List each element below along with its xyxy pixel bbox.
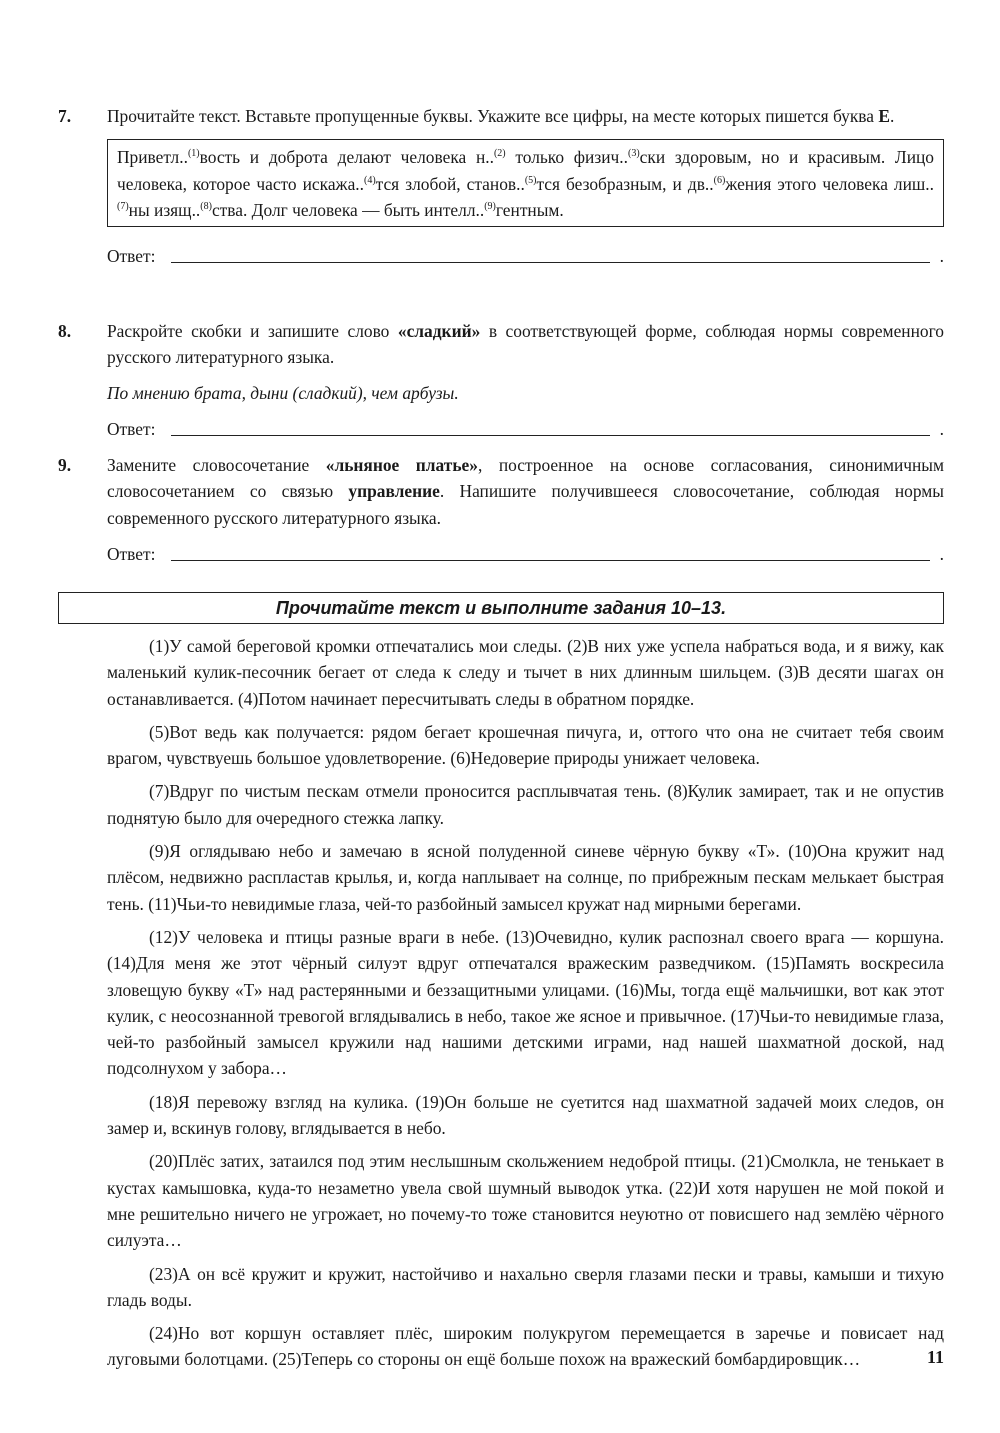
answer-row: Ответ: . — [107, 243, 944, 269]
paragraph: (23)А он всё кружит и кружит, настойчиво и нахально сверля глазами пески и травы, камыши и тихую гладь воды. — [107, 1263, 944, 1310]
paragraph: (20)Плёс затих, затаился под этим неслышным скольжением недоброй птицы. (21)Смолкла, не тенькает в кустах камышовка, куда-то незаметно увела свой шумный выводок утка. (22)И хотя нарушен не мой покой и мне решительно ничего не угрожает, но почему-то тоже становится неуютно от повисшего над землёю чёрного силуэта… — [107, 1151, 944, 1251]
page-number: 11 — [926, 1347, 944, 1367]
answer-line[interactable] — [171, 262, 930, 263]
answer-label: Ответ: — [107, 418, 156, 439]
keyword: «льняное платье» — [325, 455, 478, 475]
keyword-2: управление — [348, 481, 440, 502]
task-7 — [58, 103, 944, 269]
example-sentence: По мнению брата, дыни (сладкий), чем арбузы. — [107, 382, 459, 403]
paragraph: (7)Вдруг по чистым пескам отмели проносится расплывчатая тень. (8)Кулик замирает, так и не опустив поднятую было для очередного стежка лапку. — [107, 781, 944, 828]
task-7-text-box: Приветл..$^{(1)}$вость и доброта делают человека н..$^{(2)}$ только физич..$^{(3)}$ски здоровым, но и красивым. Лицо человека, которое часто искажа..$^{(4)}$тся злобой, станов..$^{(5)}$тся безобразным, и дв..$^{(6)}$жения этого человека лиш..$^{(7)}$ны изящ..$^{(8)}$ства. Долг человека — быть интелл..$^{(9)}$гентным. — [107, 139, 944, 227]
answer-label: Ответ: — [107, 246, 156, 267]
task-number: 8. — [58, 321, 72, 341]
task-number: 9. — [58, 455, 72, 475]
reading-text — [107, 633, 944, 1380]
answer-line[interactable] — [171, 435, 930, 436]
answer-row: Ответ: . — [107, 541, 944, 567]
task-8 — [58, 318, 944, 442]
task-9 — [58, 452, 944, 567]
task-instruction: Замените словосочетание «льняное платье», построенное на основе согласования, синонимичным словосочетанием со связью управление. Напишите получившееся словосочетание, соблюдая нормы современного русского литературного языка. — [107, 455, 944, 528]
paragraph: (12)У человека и птицы разные враги в небе. (13)Очевидно, кулик распознал своего врага — коршуна. (14)Для меня же этот чёрный силуэт вдруг отпечатался вражеским разведчиком. (15)Память воскресила зловещую букву «Т» над растерянными и беззащитными улицами. (16)Мы, тогда ещё мальчишки, вот как этот кулик, с неосознанной тревогой вглядывались в небо, такое же ясное и привычное. (17)Чьи-то невидимые глаза, чей-то разбойный замысел кружили над нашими детскими играми, над нашей шахматной доской, над подсолнухом у забора… — [107, 926, 944, 1079]
paragraph: (9)Я оглядываю небо и замечаю в ясной полуденной синеве чёрную букву «Т». (10)Она кружит над плёсом, недвижно распластав крылья, и, когда наплывает на солнце, по прибрежным пескам мелькает быстрая тень. (11)Чьи-то невидимые глаза, чей-то разбойный замысел кружат над мирными берегами. — [107, 841, 944, 914]
answer-label: Ответ: — [107, 543, 156, 564]
paragraph: (1)У самой береговой кромки отпечатались мои следы. (2)В них уже успела набраться вода, и я вижу, как маленький кулик-песочник бегает от следа к следу и тычет в них длинным шильцем. (3)В десяти шагах он останавливается. (4)Потом начинает пересчитывать следы в обратном порядке. — [107, 636, 944, 709]
keyword: «сладкий» — [397, 321, 481, 341]
task-instruction: Раскройте скобки и запишите слово «сладкий» в соответствующей форме, соблюдая нормы современного русского литературного языка. По мнению брата, дыни (сладкий), чем арбузы. — [107, 318, 944, 406]
target-letter: Е — [878, 106, 890, 126]
answer-line[interactable] — [171, 560, 930, 561]
section-header: Прочитайте текст и выполните задания 10–13. — [58, 592, 944, 624]
paragraph: (24)Но вот коршун оставляет плёс, широким полукругом перемещается в заречье и повисает над луговыми болотцами. (25)Теперь со стороны он ещё больше похож на вражеский бомбардировщик… — [107, 1323, 944, 1370]
task-number: 7. — [58, 106, 72, 126]
paragraph: (5)Вот ведь как получается: рядом бегает крошечная пичуга, и, оттого что она не считает тебя своим врагом, чувствуешь большое удовлетворение. (6)Недоверие природы унижает человека. — [107, 721, 944, 769]
answer-row: Ответ: . — [107, 416, 944, 442]
paragraph: (18)Я перевожу взгляд на кулика. (19)Он больше не суетится над шахматной задачей моих следов, он замер и, вскинув голову, вглядывается в небо. — [107, 1091, 944, 1139]
task-instruction: Прочитайте текст. Вставьте пропущенные буквы. Укажите все цифры, на месте которых пишется буква Е. — [107, 106, 895, 126]
